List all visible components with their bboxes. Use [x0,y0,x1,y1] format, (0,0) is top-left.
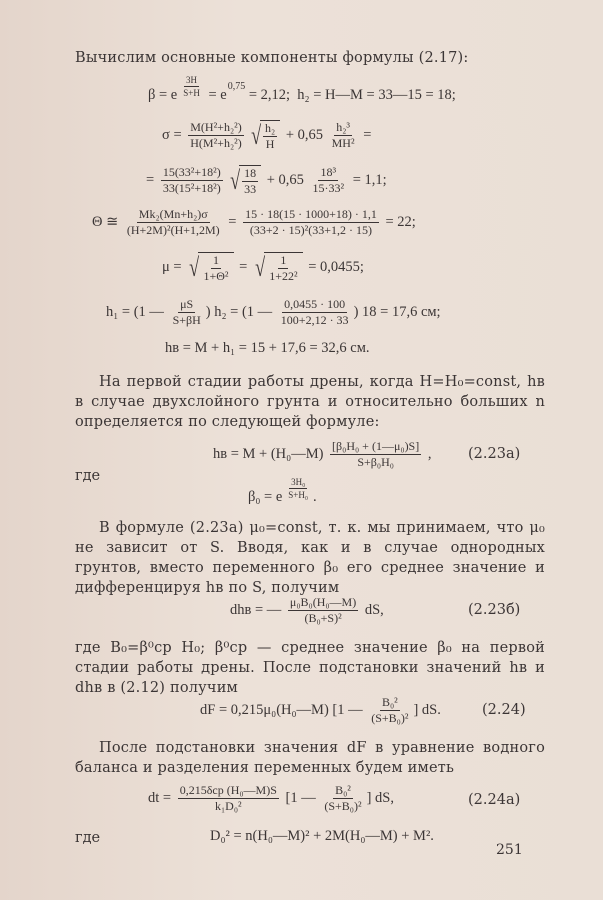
formula-2-24a [148,784,394,813]
denominator [267,269,299,283]
formula-theta [92,208,416,237]
radicand [260,120,280,151]
exponent [178,75,205,98]
formula-text: H [265,137,275,151]
numerator [242,167,258,182]
formula-text: 1 [213,253,219,267]
formula-h1 [106,298,441,327]
square-root [249,120,280,151]
square-root [228,165,261,196]
numerator [282,298,347,313]
formula-text: 0,215δcp (H₀—M)S [179,783,277,797]
formula-text: 18 [244,166,257,180]
formula-text: dF = 0,215μ₀(H₀—M) [1 — [200,702,367,718]
denominator [264,137,277,151]
formula-beta0 [248,477,317,509]
formula-text: B₀² [381,695,398,709]
fraction [330,440,421,469]
where-label: где [75,468,101,484]
formula-text: ] dS. [413,702,441,718]
denominator [161,181,223,195]
formula-text: dS, [361,602,384,618]
radical-sign: √ [189,252,200,282]
numerator [333,784,353,799]
formula-text: , [424,446,432,462]
fraction [178,784,279,813]
formula-text: β = e [148,87,178,103]
numerator [184,75,199,87]
formula-text: σ = [162,127,186,143]
fraction [125,208,222,237]
fraction [311,166,347,195]
formula-text: (H+2M)²(H+1,2M) [126,223,220,237]
formula-text: 1 [280,253,287,267]
formula-text: hв = M + h₁ = 15 + 17,6 = 32,6 см. [165,340,370,356]
formula-text: ] dS, [366,790,394,806]
formula-text: 15·33² [312,181,345,195]
formula-text: 0,0455 · 100 [284,297,346,311]
numerator [288,596,358,611]
equation-number: (2.23б) [468,602,521,618]
fraction [369,696,410,725]
formula-mu [162,252,364,283]
numerator [278,254,288,269]
fraction [279,298,351,327]
numerator [188,121,243,136]
formula-text: k₁D₀² [214,799,242,813]
exponent [283,477,313,500]
numerator [334,121,352,136]
formula-text: = [224,214,241,230]
formula-text: 3H₀ [291,477,306,487]
formula-text: [β₀H₀ + (1—μ₀)S] [332,439,420,453]
formula-text: S+βH [172,313,201,327]
exponent [228,81,246,92]
denominator [330,136,357,150]
formula-d0 [210,828,434,845]
formula-2-23a [213,440,431,469]
formula-text: D₀² = n(H₀—M)² + 2M(H₀—M) + M². [210,828,434,844]
radicand [198,252,233,283]
equation-number: (2.23а) [468,446,521,462]
fraction [161,166,223,195]
numerator [330,440,421,455]
formula-text: = [235,259,251,275]
paragraph-formula-2-23a: В формуле (2.23а) μ₀=const, т. к. мы принимаем, что μ₀ не зависит от S. Вводя, как и в случае однородных грунтов, вместо переменного β₀ его среднее значение и дифференцируя hв по S, получим [75,520,545,596]
denominator [188,136,243,150]
radical-sign: √ [250,120,261,150]
formula-text: 15 · 18(15 · 1000+18) · 1,1 [245,207,377,221]
paragraph-b0-definition: где B₀=β⁰cp H₀; β⁰cp — среднее значение β₀ на первой стадии работы дрены. После подстановки значений hв и dhв в (2.12) получим [75,640,545,696]
formula-text: ) 18 = 17,6 см; [353,304,441,320]
numerator [161,166,223,181]
denominator [311,181,347,195]
formula-text: H(M²+h₂²) [190,136,242,150]
formula-text: B₀² [335,783,351,797]
formula-text: 1+22² [269,269,298,283]
formula-text: hв = M + (H₀—M) [213,446,328,462]
numerator [380,696,400,711]
formula-text: 33 [244,182,257,196]
formula-beta [148,75,456,107]
formula-text: MH² [331,136,355,150]
formula-sigma-value [146,165,387,196]
page-number: 251 [496,842,523,858]
formula-text: + 0,65 [263,172,308,188]
square-root [187,252,233,283]
formula-text: 3H [186,75,198,85]
equation-number: (2.24) [482,702,526,718]
numerator [137,208,210,223]
formula-text: + 0,65 [282,127,327,143]
denominator [171,313,203,327]
formula-text: 18³ [320,165,337,179]
fraction [201,254,230,283]
formula-text: = 0,0455; [304,259,364,275]
paragraph-water-balance: После подстановки значения dF в уравнение водного баланса и разделения переменных будем иметь [75,740,545,776]
formula-sigma [162,120,371,151]
formula-text: S+H [183,88,200,98]
denominator [286,489,310,500]
formula-text: μS [180,297,194,311]
formula-text: . [313,489,317,505]
formula-text: S+H₀ [288,490,309,500]
numerator [289,477,307,489]
formula-text: (S+B₀)² [324,799,362,813]
formula-text: h₁ = (1 — [106,304,168,320]
formula-text: = e [204,87,227,103]
fraction [171,298,203,327]
formula-text: ) h₂ = (1 — [205,304,276,320]
denominator [322,799,363,813]
denominator [369,711,410,725]
paragraph-first-stage: На первой стадии работы дрены, когда H=H₀=const, hв в случае двухслойного грунта и относительно больших n определяется по следующей формуле: [75,374,545,430]
formula-hv [165,340,370,357]
formula-text: 15(33²+18²) [162,165,221,179]
formula-text: 0,75 [227,81,246,92]
fraction [286,477,310,500]
formula-text: [1 — [281,790,320,806]
denominator [181,87,202,98]
formula-text: 33(15²+18²) [162,181,221,195]
formula-text: = [359,127,372,143]
denominator [279,313,351,327]
formula-text: = 2,12; h₂ = H—M = 33—15 = 18; [245,87,456,103]
formula-2-23b [230,596,384,625]
formula-text: dt = [148,790,175,806]
formula-text: h₂³ [336,120,350,134]
denominator [248,223,374,237]
formula-text: (33+2 · 15)²(33+1,2 · 15) [249,223,373,237]
numerator [263,122,277,137]
formula-text: β₀ = e [248,489,283,505]
fraction [322,784,363,813]
radicand [264,252,302,283]
square-root [253,252,303,283]
formula-text: 100+2,12 · 33 [280,313,349,327]
denominator [355,455,396,469]
formula-text: = [146,172,158,188]
numerator [318,166,338,181]
fraction [330,121,357,150]
radical-sign: √ [229,165,240,195]
fraction [188,121,243,150]
formula-text: (S+B₀)² [371,711,409,725]
formula-text: μ = [162,259,186,275]
radicand [239,165,261,196]
fraction [242,167,258,196]
fraction [288,596,358,625]
formula-text: Θ ≅ [92,214,122,230]
formula-text: dhв = — [230,602,285,618]
formula-text: Mk₂(Mn+h₂)σ [138,207,208,221]
where-label: где [75,830,101,846]
denominator [302,611,343,625]
fraction [267,254,299,283]
formula-text: = 1,1; [349,172,387,188]
fraction [243,208,379,237]
fraction [181,75,202,98]
denominator [242,182,258,196]
equation-number: (2.24а) [468,792,521,808]
formula-text: S+β₀H₀ [357,455,394,469]
radical-sign: √ [255,252,266,282]
denominator [213,799,244,813]
numerator [243,208,379,223]
denominator [125,223,222,237]
formula-text: M(H²+h₂²) [190,120,242,134]
formula-text: (B₀+S)² [304,611,342,625]
formula-text: h₂ [265,121,276,135]
denominator [201,269,230,283]
intro-text: Вычислим основные компоненты формулы (2.17): [75,50,469,66]
numerator [178,784,279,799]
numerator [178,298,195,313]
numerator [211,254,221,269]
formula-text: μ₀B₀(H₀—M) [289,595,357,609]
fraction [263,122,277,151]
formula-text: = 22; [381,214,416,230]
formula-text: 1+Θ² [203,269,229,283]
formula-2-24 [200,696,441,725]
